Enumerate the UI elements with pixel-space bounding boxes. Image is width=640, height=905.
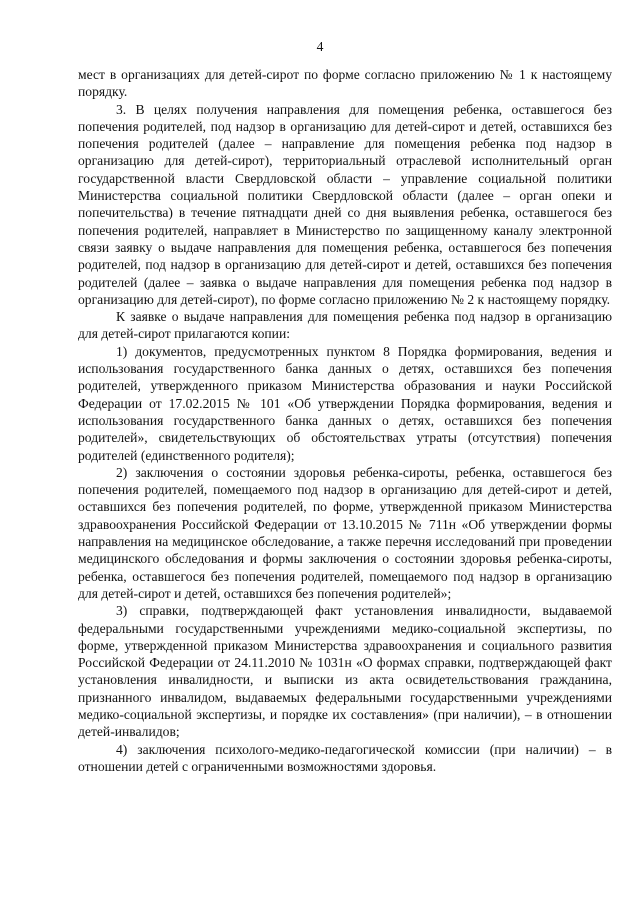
paragraph-continuation: мест в организациях для детей-сирот по форме согласно приложению № 1 к настоящему порядку. xyxy=(78,67,612,100)
paragraph-attachment-4: 4) заключения психолого-медико-педагогической комиссии (при наличии) – в отношении детей с ограниченными возможностями здоровья. xyxy=(78,741,612,774)
paragraph-attachment-1: 1) документов, предусмотренных пунктом 8 Порядка формирования, ведения и использования государственного банка данных о детях, оставшихся без попечения родителей, утвержденного приказом Министерства образования и науки Российской Федерации от 17.02.2015 № 101 «Об утверждении Порядка формирования, ведения и использования государственного банка данных о детях, оставшихся без попечения родителей», свидетельствующих об обстоятельствах утраты (отсутствия) попечения родителей (единственного родителя); xyxy=(78,343,612,463)
paragraph-attachments-intro: К заявке о выдаче направления для помещения ребенка под надзор в организацию для детей-сирот прилагаются копии: xyxy=(78,309,612,342)
page-number: 4 xyxy=(316,39,324,54)
paragraph-attachment-2: 2) заключения о состоянии здоровья ребенка-сироты, ребенка, оставшегося без попечения родителей, помещаемого под надзор в организацию для детей-сирот и детей, оставшихся без попечения родителей, по форме, утвержденной приказом Министерства здравоохранения Российской Федерации от 13.10.2015 № 711н «Об утверждении формы направления на медицинское обследование, а также перечня исследований при проведении медицинского обследования и формы заключения о состоянии здоровья ребенка-сироты, ребенка, оставшегося без попечения родителей, помещаемого под надзор в организацию для детей-сирот и детей, оставшихся без попечения родителей»; xyxy=(78,464,612,601)
paragraph-item-3: 3. В целях получения направления для помещения ребенка, оставшегося без попечения родителей, под надзор в организацию для детей-сирот и детей, оставшихся без попечения родителей (далее – направление для помещения ребенка под надзор в организацию для детей-сирот), территориальный отраслевой исполнительный орган государственной власти Свердловской области – управление социальной политики Министерства социальной политики Свердловской области (далее – орган опеки и попечительства) в течение пятнадцати дней со дня выявления ребенка, оставшегося без попечения родителей, направляет в Министерство по защищенному каналу электронной связи заявку о выдаче направления для помещения ребенка, оставшегося без попечения родителей, под надзор в организацию для детей-сирот и детей, оставшихся без попечения родителей (далее – заявка о выдаче направления для помещения ребенка под надзор в организацию для детей-сирот), по форме согласно приложению № 2 к настоящему порядку. xyxy=(78,101,612,307)
paragraph-attachment-3: 3) справки, подтверждающей факт установления инвалидности, выдаваемой федеральными государственными учреждениями медико-социальной экспертизы, по форме, утвержденной приказом Министерства здравоохранения и социального развития Российской Федерации от 24.11.2010 № 1031н «О формах справки, подтверждающей факт установления инвалидности, и выписки из акта освидетельствования гражданина, признанного инвалидом, выдаваемых федеральными государственными учреждениями медико-социальной экспертизы, и порядке их составления» (при наличии), – в отношении детей-инвалидов; xyxy=(78,603,612,740)
document-body xyxy=(78,66,612,775)
